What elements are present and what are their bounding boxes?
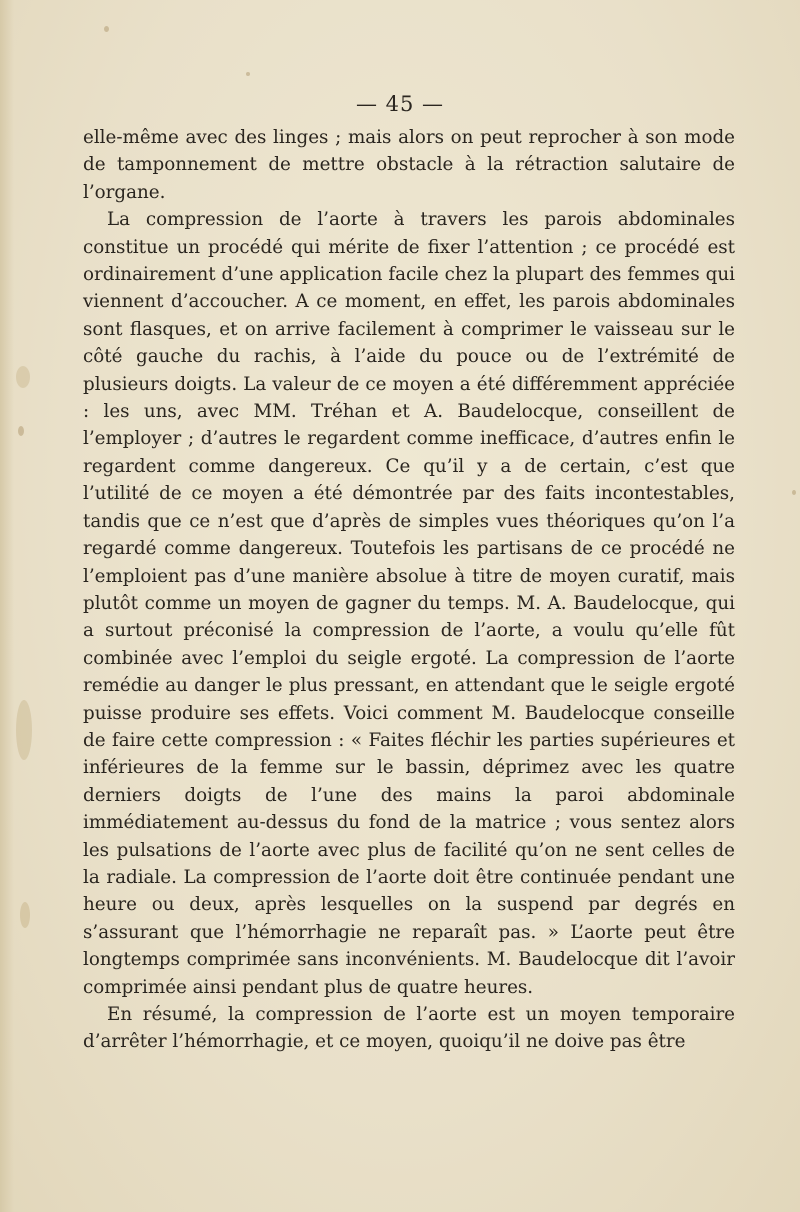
foxing-spot xyxy=(18,426,24,436)
body-text xyxy=(83,124,735,1056)
foxing-spot xyxy=(16,700,32,760)
foxing-spot xyxy=(792,490,796,495)
foxing-spot xyxy=(246,72,250,76)
binding-shadow xyxy=(0,0,14,1212)
page-number: — 45 — xyxy=(355,92,445,116)
paragraph-summary: En résumé, la compression de l’aorte est un moyen temporaire d’arrêter l’hémorrhagie, et ce moyen, quoiqu’il ne doive pas être xyxy=(83,1004,735,1053)
foxing-spot xyxy=(20,902,30,928)
paragraph-aorta-compression: La compression de l’aorte à travers les parois abdominales constitue un procédé qui mérite de fixer l’attention ; ce procédé est ordinairement d’une application facile chez la plupart des femmes qui viennent d’accoucher. A ce moment, en effet, les parois abdominales sont flasques, et on arrive facilement à comprimer le vaisseau sur le côté gauche du rachis, à l’aide du pouce ou de l’extrémité de plusieurs doigts. La valeur de ce moyen a été différemment appréciée : les uns, avec MM. Tréhan et A. Baudelocque, conseillent de l’employer ; d’autres le regardent comme inefficace, d’autres enfin le regardent comme dangereux. Ce qu’il y a de certain, c’est que l’utilité de ce moyen a été démontrée par des faits incontestables, tandis que ce n’est que d’après de simples vues théoriques qu’on l’a regardé comme dangereux. Toutefois les partisans de ce procédé ne l’emploient pas d’une manière absolue à titre de moyen curatif, mais plutôt comme un moyen de gagner du temps. M. A. Baudelocque, qui a surtout préconisé la compression de l’aorte, a voulu qu’elle fût combinée avec l’emploi du seigle ergoté. La compression de l’aorte remédie au danger le plus pressant, en attendant que le seigle ergoté puisse produire ses effets. Voici comment M. Baudelocque conseille de faire cette compression : « Faites fléchir les parties supérieures et inférieures de la femme sur le bassin, déprimez avec les quatre derniers doigts de l’une des mains la paroi abdominale immédiatement au-dessus du fond de la matrice ; vous sentez alors les pulsations de l’aorte avec plus de facilité qu’on ne sent celles de la radiale. La compression de l’aorte doit être continuée pendant une heure ou deux, après lesquelles on la suspend par degrés en s’assurant que l’hémorrhagie ne reparaît pas. » L’aorte peut être longtemps comprimée sans inconvénients. M. Baudelocque dit l’avoir comprimée ainsi pendant plus de quatre heures. xyxy=(83,209,735,998)
foxing-spot xyxy=(104,26,109,32)
foxing-spot xyxy=(16,366,30,388)
paragraph-continued: elle-même avec des linges ; mais alors on peut reprocher à son mode de tamponnement de mettre obstacle à la rétraction salutaire de l’organe. xyxy=(83,127,735,203)
